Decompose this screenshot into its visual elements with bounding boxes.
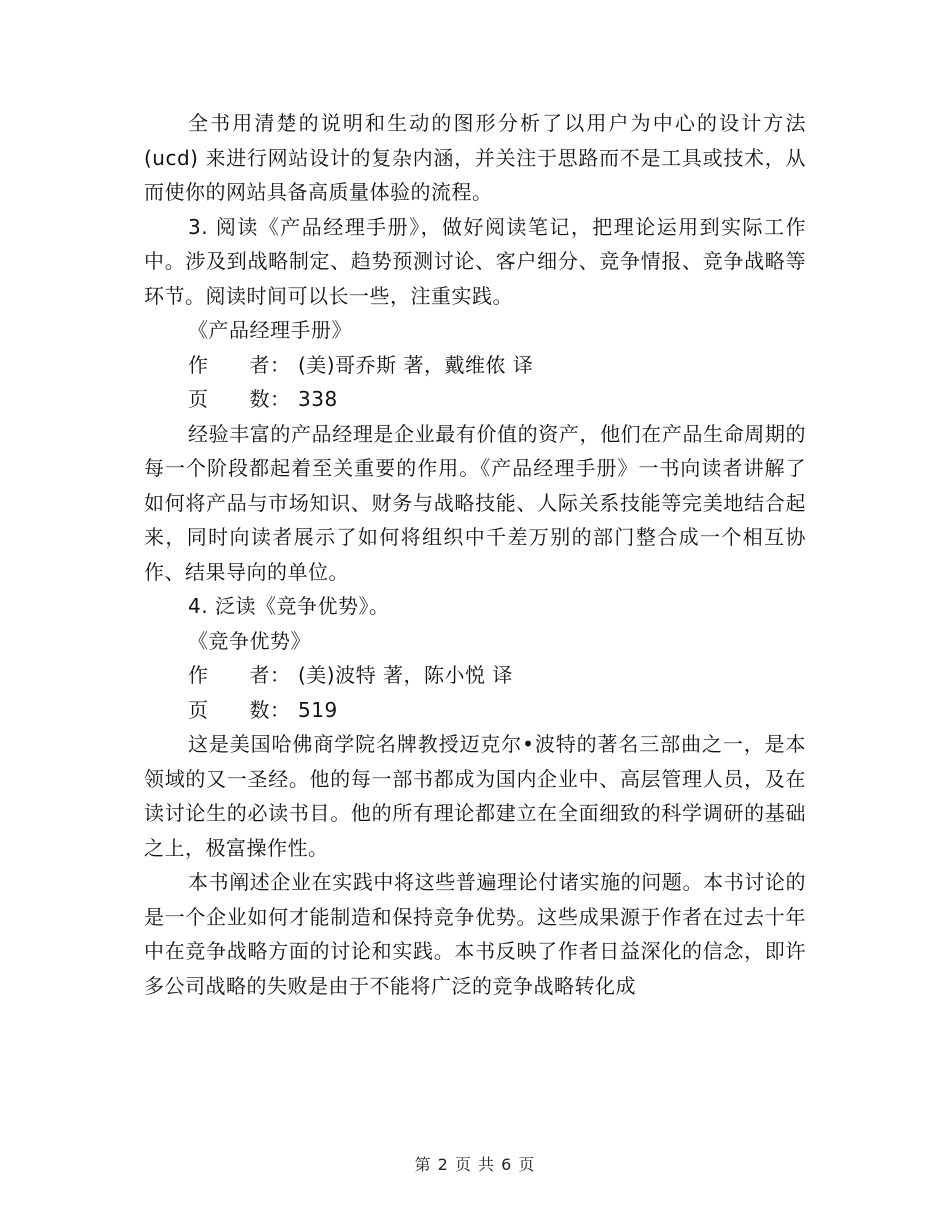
author-label: 作 者： xyxy=(188,663,291,687)
book-description-paragraph: 这是美国哈佛商学院名牌教授迈克尔•波特的著名三部曲之一，是本领域的又一圣经。他的每一部书都成为国内企业中、高层管理人员，及在读讨论生的必读书目。他的所有理论都建立在全面细致的科学调研的基础之上，极富操作性。 xyxy=(144,732,806,860)
page-number-footer: 第 2 页 共 6 页 xyxy=(414,1155,536,1174)
book-pages-row xyxy=(144,382,806,417)
author-label: 作 者： xyxy=(188,352,291,377)
pages-label: 页 数： xyxy=(188,697,291,722)
author-value: (美)波特 著，陈小悦 译 xyxy=(298,663,513,687)
book-title-product-manager: 《产品经理手册》 xyxy=(188,318,352,342)
pages-value: 519 xyxy=(298,697,338,722)
author-value: (美)哥乔斯 著，戴维侬 译 xyxy=(298,352,534,377)
book-pages-row xyxy=(144,693,806,728)
pages-value: 338 xyxy=(298,387,338,411)
step-3-paragraph: 3. 阅读《产品经理手册》，做好阅读笔记，把理论运用到实际工作中。涉及到战略制定、趋势预测讨论、客户细分、竞争情报、竞争战略等环节。阅读时间可以长一些，注重实践。 xyxy=(144,214,806,308)
book-title-competitive-advantage: 《竞争优势》 xyxy=(188,628,311,653)
book-author-row xyxy=(144,348,806,383)
step-4-paragraph: 4. 泛读《竞争优势》。 xyxy=(188,594,390,618)
book-description-paragraph: 本书阐述企业在实践中将这些普遍理论付诸实施的问题。本书讨论的是一个企业如何才能制造和保持竞争优势。这些成果源于作者在过去十年中在竞争战略方面的讨论和实践。本书反映了作者日益深化的信念，即许多公司战略的失败是由于不能将广泛的竞争战略转化成 xyxy=(144,870,806,998)
document-body xyxy=(144,106,806,1003)
book-author-row xyxy=(144,658,806,693)
book-description-paragraph: 经验丰富的产品经理是企业最有价值的资产，他们在产品生命周期的每一个阶段都起着至关重要的作用。《产品经理手册》一书向读者讲解了如何将产品与市场知识、财务与战略技能、人际关系技能等完美地结合起来，同时向读者展示了如何将组织中千差万别的部门整合成一个相互协作、结果导向的单位。 xyxy=(144,421,806,584)
intro-paragraph: 全书用清楚的说明和生动的图形分析了以用户为中心的设计方法(ucd) 来进行网站设计的复杂内涵，并关注于思路而不是工具或技术，从而使你的网站具备高质量体验的流程。 xyxy=(144,111,806,204)
pages-label: 页 数： xyxy=(188,387,291,411)
